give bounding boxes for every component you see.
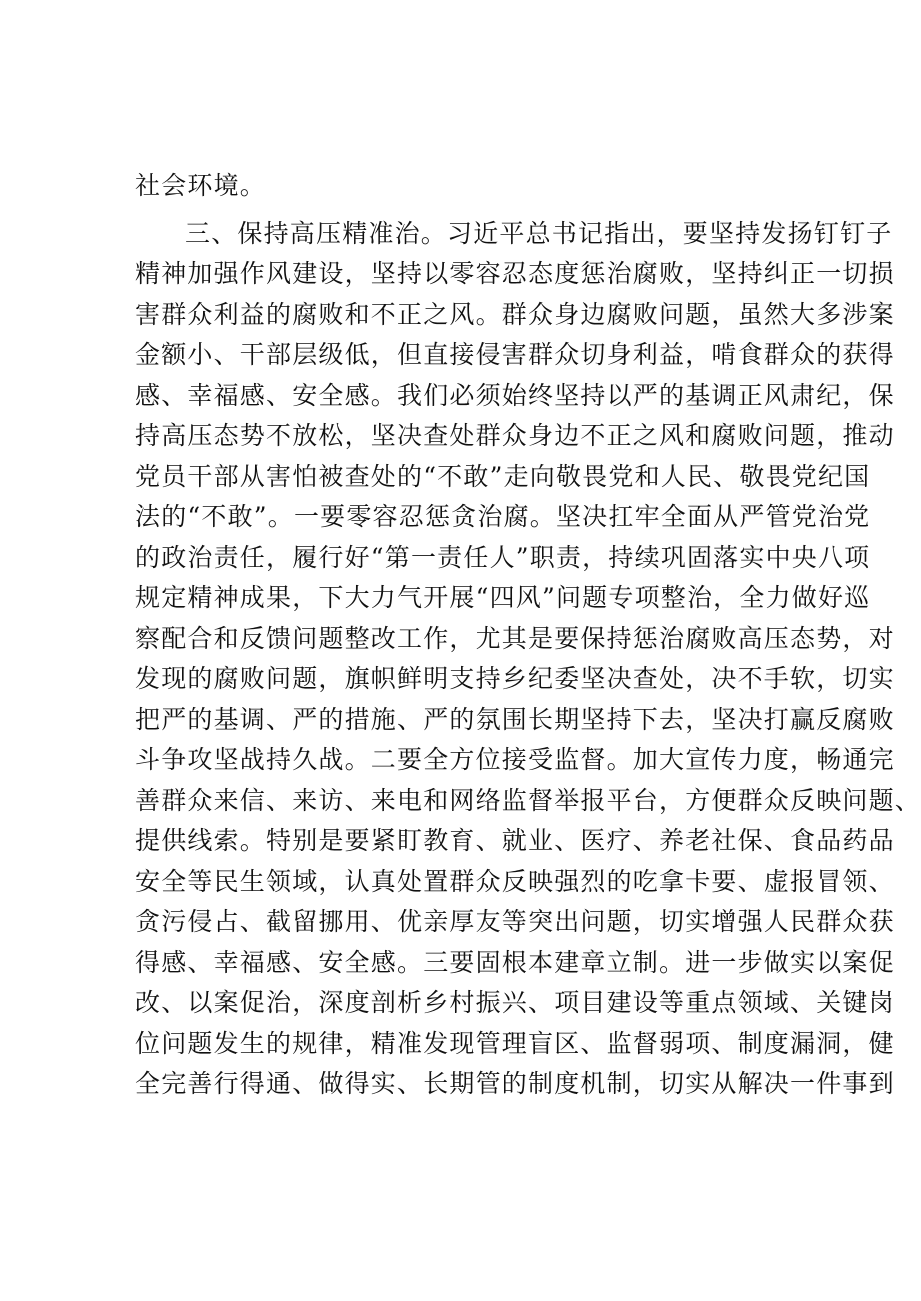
text-line-15: 斗争攻坚战持久战。二要全方位接受监督。加大宣传力度，畅通完 (135, 745, 895, 774)
text-line-8: 党员干部从害怕被查处的“不敢”走向敬畏党和人民、敬畏党纪国 (135, 461, 871, 491)
text-line-4: 害群众利益的腐败和不正之风。群众身边腐败问题，虽然大多涉案 (135, 299, 895, 329)
text-line-3: 精神加强作风建设，坚持以零容忍态度惩治腐败，坚持纠正一切损 (135, 259, 895, 288)
text-line-20: 得感、幸福感、安全感。三要固根本建章立制。进一步做实以案促 (135, 947, 895, 977)
text-line-17: 提供线索。特别是要紧盯教育、就业、医疗、养老社保、食品药品 (135, 826, 895, 855)
text-line-19: 贪污侵占、截留挪用、优亲厚友等突出问题，切实增强人民群众获 (135, 907, 895, 936)
text-line-11: 规定精神成果，下大力气开展“四风”问题专项整治，全力做好巡 (135, 583, 871, 612)
text-line-1: 社会环境。 (135, 171, 267, 200)
text-line-14: 把严的基调、严的措施、严的氛围长期坚持下去，坚决打赢反腐败 (135, 704, 895, 734)
text-line-22: 位问题发生的规律，精准发现管理盲区、监督弱项、制度漏洞，健 (135, 1028, 895, 1058)
body-text (135, 166, 921, 1105)
text-line-12: 察配合和反馈问题整改工作，尤其是要保持惩治腐败高压态势，对 (135, 623, 895, 653)
text-line-9: 法的“不敢”。一要零容忍惩贪治腐。坚决扛牢全面从严管党治党 (135, 502, 871, 531)
text-line-6: 感、幸福感、安全感。我们必须始终坚持以严的基调正风肃纪，保 (135, 380, 895, 410)
paragraph-heading-line: 三、保持高压精准治。习近平总书记指出，要坚持发扬钉钉子 (185, 218, 893, 248)
text-line-10: 的政治责任，履行好“第一责任人”职责，持续巩固落实中央八项 (135, 542, 871, 572)
text-line-23: 全完善行得通、做得实、长期管的制度机制，切实从解决一件事到 (135, 1069, 895, 1098)
text-line-18: 安全等民生领域，认真处置群众反映强烈的吃拿卡要、虚报冒领、 (135, 866, 895, 896)
text-line-5: 金额小、干部层级低，但直接侵害群众切身利益，啃食群众的获得 (135, 340, 895, 369)
text-line-7: 持高压态势不放松，坚决查处群众身边不正之风和腐败问题，推动 (135, 421, 895, 450)
text-line-21: 改、以案促治，深度剖析乡村振兴、项目建设等重点领域、关键岗 (135, 988, 895, 1017)
text-line-13: 发现的腐败问题，旗帜鲜明支持乡纪委坚决查处，决不手软，切实 (135, 664, 895, 693)
text-line-16: 善群众来信、来访、来电和网络监督举报平台，方便群众反映问题、 (135, 785, 921, 815)
